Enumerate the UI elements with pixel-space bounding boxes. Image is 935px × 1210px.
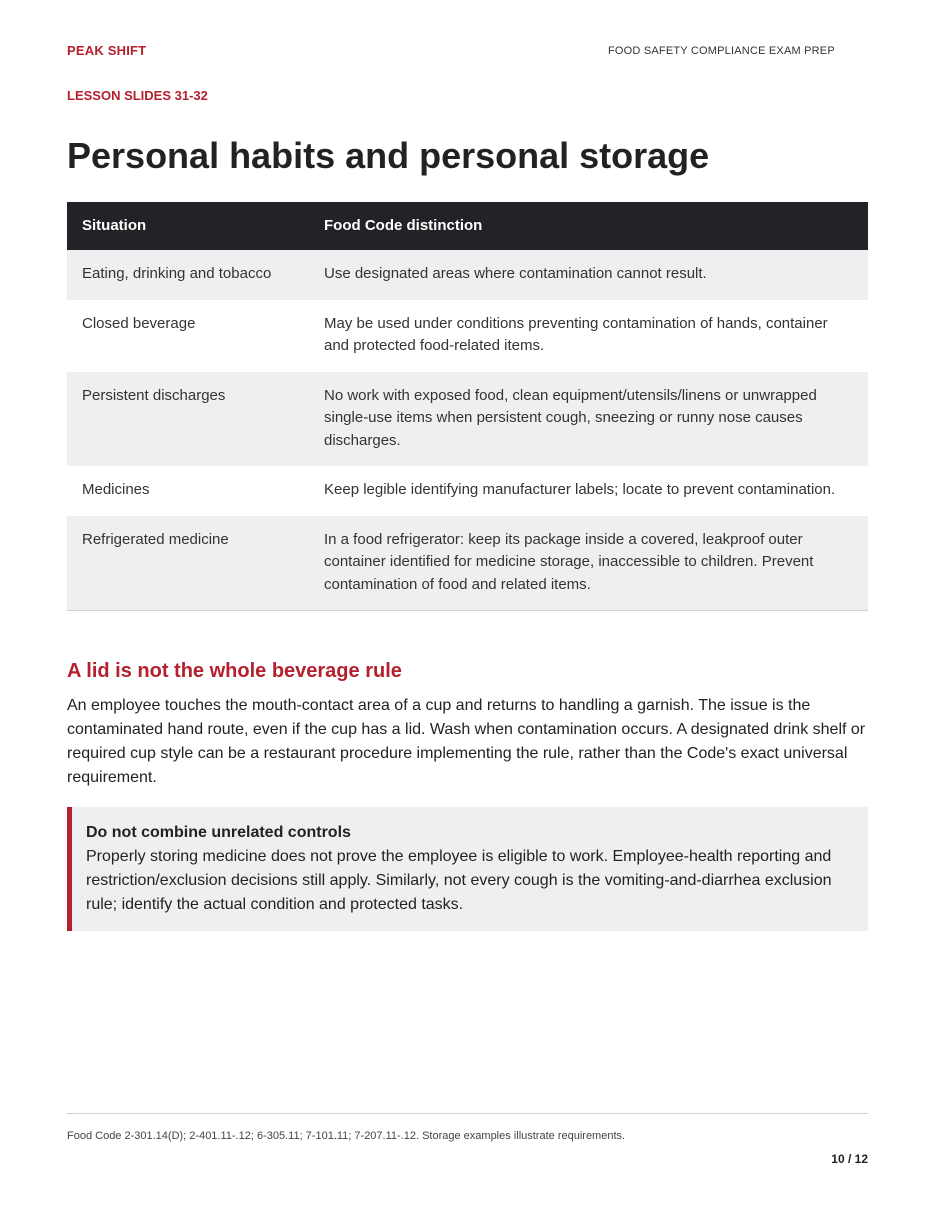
document-page bbox=[67, 0, 868, 1210]
warning-callout bbox=[67, 807, 868, 931]
table-row bbox=[67, 516, 868, 611]
column-header-situation: Situation bbox=[67, 202, 309, 250]
column-header-distinction: Food Code distinction bbox=[309, 202, 868, 250]
brand-name: PEAK SHIFT bbox=[67, 43, 147, 58]
section-heading: A lid is not the whole beverage rule bbox=[67, 660, 402, 682]
section-body: An employee touches the mouth-contact area of a cup and returns to handling a garnish. The issue is the contaminated hand route, even if the cup has a lid. Wash when contamination occurs. A designated drink shelf or required cup style can be a restaurant procedure implementing the rule, rather than the Code's exact universal requirement. bbox=[67, 697, 866, 786]
lesson-label: LESSON SLIDES 31-32 bbox=[67, 88, 208, 103]
situation-cell: Eating, drinking and tobacco bbox=[67, 250, 309, 300]
situation-cell: Refrigerated medicine bbox=[67, 516, 309, 611]
page-number: 10 / 12 bbox=[831, 1152, 868, 1166]
table-row bbox=[67, 466, 868, 516]
footer-source: Food Code 2-301.14(D); 2-401.11-.12; 6-305.11; 7-101.11; 7-207.11-.12. Storage examples illustrate requirements. bbox=[67, 1130, 626, 1142]
distinction-cell: In a food refrigerator: keep its package inside a covered, leakproof outer container identified for medicine storage, inaccessible to children. Prevent contamination of food and related items. bbox=[309, 516, 868, 611]
food-code-table bbox=[67, 202, 868, 611]
footer-divider bbox=[67, 1113, 868, 1114]
table-row bbox=[67, 300, 868, 372]
table-row bbox=[67, 372, 868, 467]
situation-cell: Closed beverage bbox=[82, 314, 196, 332]
page-title: Personal habits and personal storage bbox=[67, 135, 710, 176]
callout-title: Do not combine unrelated controls bbox=[86, 824, 351, 841]
situation-cell: Medicines bbox=[82, 481, 150, 498]
table-header-row bbox=[67, 202, 868, 250]
distinction-cell: Use designated areas where contamination cannot result. bbox=[309, 250, 868, 300]
table-row bbox=[67, 250, 868, 300]
distinction-cell: Keep legible identifying manufacturer labels; locate to prevent contamination. bbox=[324, 481, 836, 498]
callout-body: Properly storing medicine does not prove the employee is eligible to work. Employee-health reporting and restriction/exclusion decisions still apply. Similarly, not every cough is the vomiting-and-diarrhea exclusion rule; identify the actual condition and protected tasks. bbox=[86, 848, 832, 913]
situation-cell: Persistent discharges bbox=[67, 372, 309, 467]
course-title: FOOD SAFETY COMPLIANCE EXAM PREP bbox=[608, 45, 835, 57]
distinction-cell: May be used under conditions preventing contamination of hands, container and protected food-related items. bbox=[324, 314, 828, 354]
distinction-cell: No work with exposed food, clean equipment/utensils/linens or unwrapped single-use items when persistent cough, sneezing or runny nose causes discharges. bbox=[309, 372, 868, 467]
